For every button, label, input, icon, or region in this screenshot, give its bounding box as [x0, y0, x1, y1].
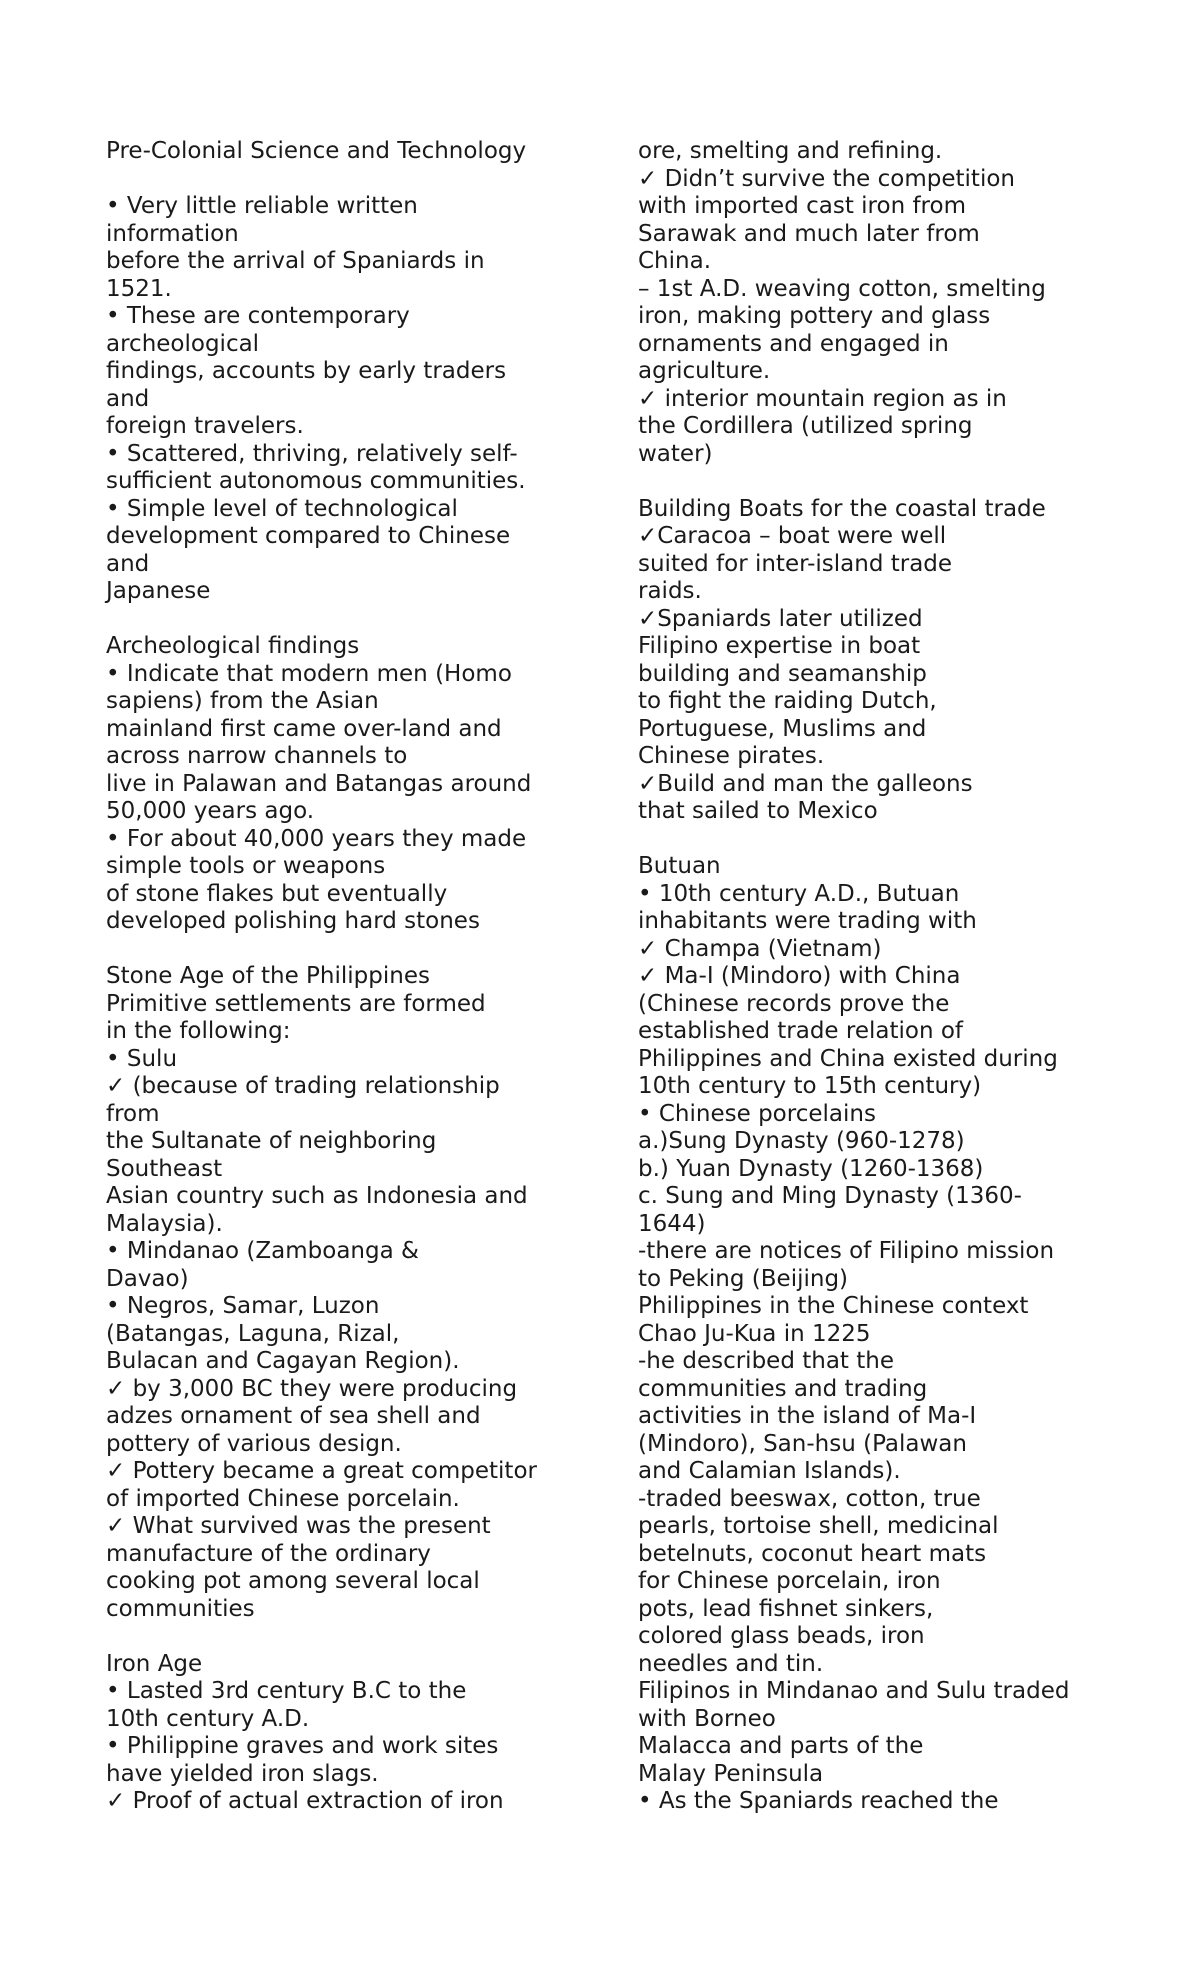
- text-line: sufficient autonomous communities.: [106, 468, 526, 494]
- text-line: 50,000 years ago.: [106, 798, 315, 824]
- text-line: Bulacan and Cagayan Region).: [106, 1348, 460, 1374]
- text-line: Iron Age: [106, 1650, 203, 1677]
- text-line: for Chinese porcelain, iron: [638, 1568, 941, 1594]
- text-line: live in Palawan and Batangas around: [106, 770, 532, 797]
- text-line: Stone Age of the Philippines: [106, 963, 430, 989]
- text-line: information: [106, 220, 239, 247]
- text-line: and: [106, 550, 150, 577]
- text-line: China.: [638, 248, 712, 274]
- text-line: and: [106, 385, 150, 412]
- text-line: pearls, tortoise shell, medicinal: [638, 1513, 999, 1539]
- text-line: archeological: [106, 330, 260, 357]
- text-line: Archeological findings: [106, 633, 360, 659]
- text-line: – 1st A.D. weaving cotton, smelting: [638, 275, 1046, 302]
- text-line: Japanese: [106, 578, 211, 604]
- text-line: mainland first came over-land and: [106, 715, 502, 742]
- text-line: [106, 166, 586, 194]
- text-line: • Negros, Samar, Luzon: [106, 1293, 380, 1319]
- text-line: needles and tin.: [638, 1650, 824, 1677]
- text-line: Sarawak and much later from: [638, 220, 980, 247]
- text-line: Philippines in the Chinese context: [638, 1293, 1029, 1319]
- text-line: • For about 40,000 years they made: [106, 825, 527, 852]
- text-line: have yielded iron slags.: [106, 1760, 379, 1787]
- text-line: betelnuts, coconut heart mats: [638, 1540, 987, 1567]
- text-line: with Borneo: [638, 1705, 776, 1732]
- text-line: ✓Spaniards later utilized: [638, 605, 923, 632]
- text-line: [106, 936, 586, 964]
- text-line: 1644): [638, 1210, 706, 1237]
- text-line: [106, 1623, 586, 1651]
- text-line: pots, lead fishnet sinkers,: [638, 1595, 934, 1622]
- text-line: water): [638, 440, 713, 467]
- text-line: the Cordillera (utilized spring: [638, 413, 973, 439]
- text-line: cooking pot among several local: [106, 1568, 480, 1594]
- text-line: established trade relation of: [638, 1018, 963, 1044]
- text-line: Filipinos in Mindanao and Sulu traded: [638, 1678, 1070, 1704]
- text-line: • Mindanao (Zamboanga &: [106, 1238, 419, 1264]
- text-line: -there are notices of Filipino mission: [638, 1238, 1055, 1264]
- text-line: building and seamanship: [638, 660, 927, 687]
- text-line: activities in the island of Ma-I: [638, 1403, 977, 1429]
- text-line: ✓Caracoa – boat were well: [638, 523, 947, 549]
- text-line: • Lasted 3rd century B.C to the: [106, 1678, 467, 1704]
- text-line: foreign travelers.: [106, 413, 304, 439]
- text-line: • Very little reliable written: [106, 193, 418, 219]
- text-line: Asian country such as Indonesia and: [106, 1183, 528, 1209]
- text-line: Philippines and China existed during: [638, 1045, 1058, 1072]
- text-line: iron, making pottery and glass: [638, 303, 991, 329]
- text-line: • Scattered, thriving, relatively self-: [106, 440, 518, 467]
- text-line: Portuguese, Muslims and: [638, 715, 927, 742]
- text-line: adzes ornament of sea shell and: [106, 1403, 481, 1429]
- text-line: Primitive settlements are formed: [106, 990, 486, 1017]
- text-line: • Sulu: [106, 1045, 178, 1072]
- text-line: pottery of various design.: [106, 1430, 402, 1457]
- text-line: a.)Sung Dynasty (960-1278): [638, 1128, 965, 1154]
- text-line: to Peking (Beijing): [638, 1265, 849, 1292]
- text-line: of stone flakes but eventually: [106, 880, 448, 907]
- text-line: development compared to Chinese: [106, 523, 511, 549]
- text-line: ore, smelting and refining.: [638, 138, 943, 164]
- text-line: findings, accounts by early traders: [106, 358, 507, 384]
- text-line: c. Sung and Ming Dynasty (1360-: [638, 1183, 1022, 1209]
- text-line: Malaysia).: [106, 1210, 223, 1237]
- text-line: b.) Yuan Dynasty (1260-1368): [638, 1155, 984, 1182]
- text-line: to fight the raiding Dutch,: [638, 688, 937, 714]
- text-line: ✓Build and man the galleons: [638, 770, 973, 797]
- text-line: ✓ Proof of actual extraction of iron: [106, 1788, 504, 1814]
- text-line: manufacture of the ordinary: [106, 1540, 431, 1567]
- text-line: • Chinese porcelains: [638, 1100, 876, 1127]
- text-line: colored glass beads, iron: [638, 1623, 925, 1649]
- text-line: • As the Spaniards reached the: [638, 1788, 999, 1814]
- text-line: ✓ Didn’t survive the competition: [638, 165, 1015, 192]
- text-line: ✓ Champa (Vietnam): [638, 935, 882, 962]
- text-line: (Chinese records prove the: [638, 990, 950, 1017]
- text-line: ✓ interior mountain region as in: [638, 385, 1007, 412]
- text-line: developed polishing hard stones: [106, 908, 480, 934]
- text-line: Southeast: [106, 1155, 223, 1182]
- text-line: Chao Ju-Kua in 1225: [638, 1320, 871, 1347]
- text-line: (Mindoro), San-hsu (Palawan: [638, 1430, 967, 1457]
- text-line: communities and trading: [638, 1375, 928, 1402]
- text-line: ✓ What survived was the present: [106, 1513, 491, 1539]
- text-line: (Batangas, Laguna, Rizal,: [106, 1320, 400, 1347]
- text-line: ✓ Ma-I (Mindoro) with China: [638, 963, 961, 989]
- text-line: • Simple level of technological: [106, 495, 458, 522]
- text-line: simple tools or weapons: [106, 853, 386, 879]
- text-line: inhabitants were trading with: [638, 908, 977, 934]
- text-line: • Philippine graves and work sites: [106, 1733, 499, 1759]
- text-line: [638, 826, 1158, 854]
- text-line: ✓ (because of trading relationship: [106, 1073, 500, 1099]
- text-line: 10th century A.D.: [106, 1705, 310, 1732]
- text-line: before the arrival of Spaniards in: [106, 248, 485, 274]
- text-line: and Calamian Islands).: [638, 1458, 901, 1484]
- right-text-column: [638, 138, 1158, 1816]
- text-line: Filipino expertise in boat: [638, 633, 921, 659]
- text-line: 1521.: [106, 275, 172, 302]
- text-line: agriculture.: [638, 358, 771, 384]
- text-line: from: [106, 1100, 160, 1127]
- text-line: [106, 606, 586, 634]
- text-line: across narrow channels to: [106, 743, 408, 769]
- text-line: the Sultanate of neighboring: [106, 1128, 437, 1154]
- text-line: in the following:: [106, 1018, 291, 1044]
- text-line: that sailed to Mexico: [638, 798, 878, 824]
- text-line: Davao): [106, 1265, 189, 1292]
- text-line: • These are contemporary: [106, 303, 410, 329]
- text-line: ornaments and engaged in: [638, 330, 949, 357]
- text-line: -he described that the: [638, 1348, 894, 1374]
- text-line: • 10th century A.D., Butuan: [638, 880, 960, 907]
- text-line: Malacca and parts of the: [638, 1733, 924, 1759]
- text-line: suited for inter-island trade: [638, 550, 953, 577]
- text-line: • Indicate that modern men (Homo: [106, 660, 512, 687]
- left-text-column: [106, 138, 586, 1816]
- text-line: Pre-Colonial Science and Technology: [106, 138, 527, 164]
- text-line: sapiens) from the Asian: [106, 688, 379, 714]
- text-line: ✓ Pottery became a great competitor: [106, 1458, 537, 1484]
- text-line: Chinese pirates.: [638, 743, 825, 769]
- text-line: [638, 468, 1158, 496]
- text-line: raids.: [638, 578, 702, 604]
- text-line: -traded beeswax, cotton, true: [638, 1485, 981, 1512]
- text-line: communities: [106, 1595, 255, 1622]
- text-line: of imported Chinese porcelain.: [106, 1485, 460, 1512]
- text-line: Building Boats for the coastal trade: [638, 495, 1046, 522]
- text-line: 10th century to 15th century): [638, 1073, 982, 1099]
- text-line: with imported cast iron from: [638, 193, 966, 219]
- text-line: Butuan: [638, 853, 721, 879]
- text-line: Malay Peninsula: [638, 1760, 824, 1787]
- text-line: ✓ by 3,000 BC they were producing: [106, 1375, 518, 1402]
